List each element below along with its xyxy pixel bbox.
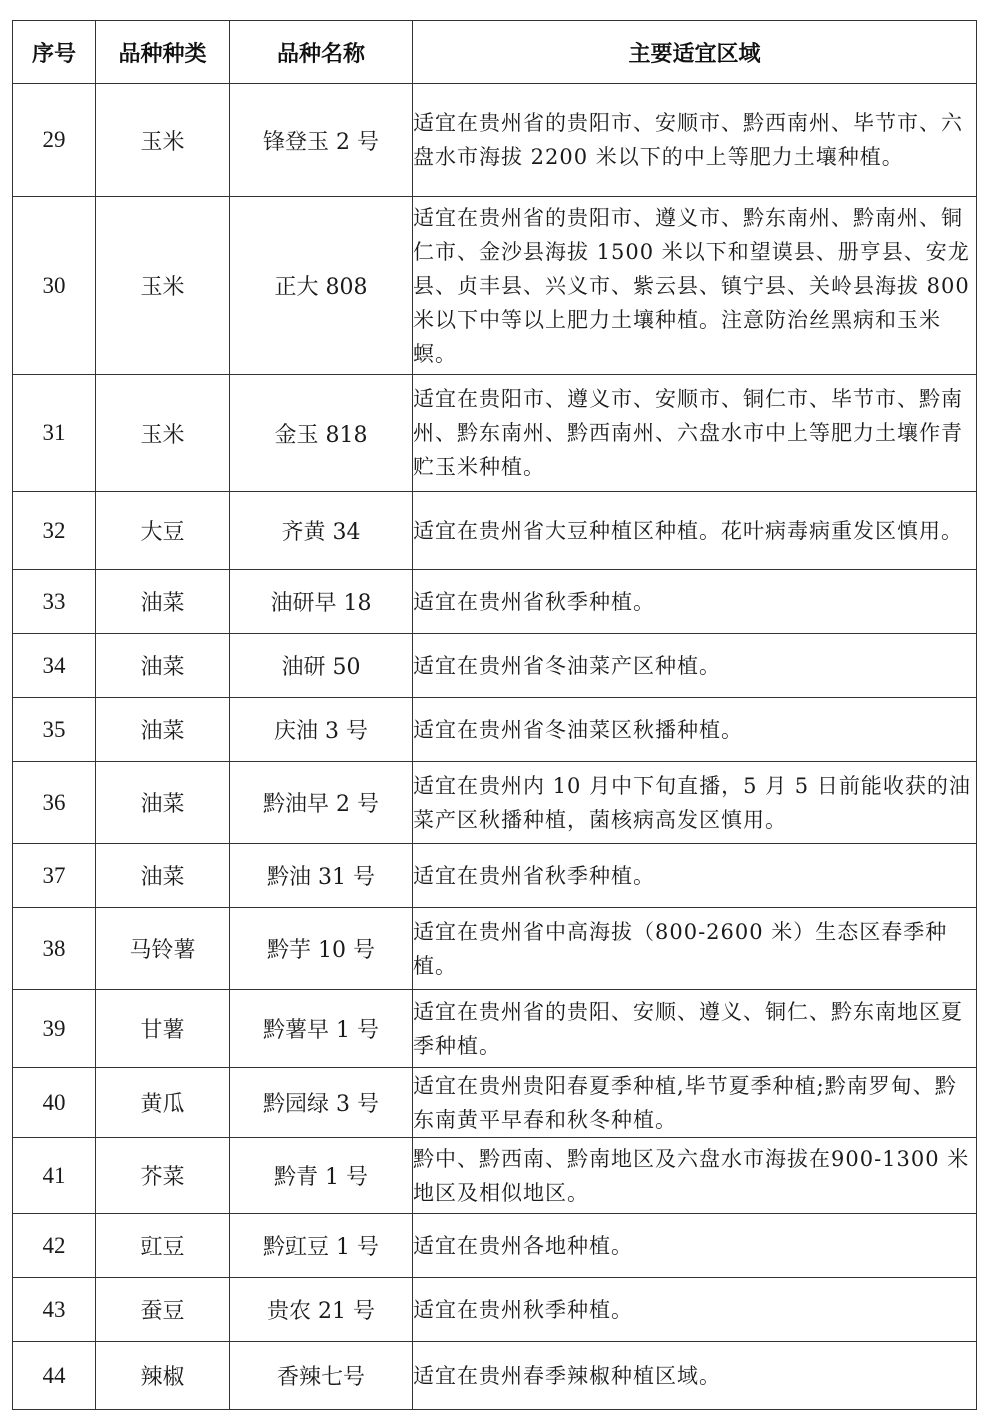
row-region: 适宜在贵州省中高海拔（800-2600 米）生态区春季种植。 xyxy=(413,908,977,990)
row-variety-name: 锋登玉 2 号 xyxy=(230,84,413,197)
row-variety-name: 黔豇豆 1 号 xyxy=(230,1214,413,1278)
row-category: 芥菜 xyxy=(96,1138,230,1214)
row-region: 适宜在贵州省秋季种植。 xyxy=(413,570,977,634)
row-region: 适宜在贵州省的贵阳市、遵义市、黔东南州、黔南州、铜仁市、金沙县海拔 1500 米以下和望谟县、册亨县、安龙县、贞丰县、兴义市、紫云县、镇宁县、关岭县海拔 800 米以下中等以上肥力土壤种植。注意防治丝黑病和玉米螟。 xyxy=(413,197,977,375)
table-row xyxy=(13,990,977,1068)
row-category: 辣椒 xyxy=(96,1342,230,1410)
header-variety-name: 品种名称 xyxy=(230,21,413,84)
row-category: 黄瓜 xyxy=(96,1068,230,1138)
row-variety-name: 香辣七号 xyxy=(230,1342,413,1410)
table-row xyxy=(13,634,977,698)
row-variety-name: 黔园绿 3 号 xyxy=(230,1068,413,1138)
row-number: 41 xyxy=(13,1138,96,1214)
row-number: 37 xyxy=(13,844,96,908)
table-row xyxy=(13,197,977,375)
table-row xyxy=(13,1068,977,1138)
row-category: 油菜 xyxy=(96,634,230,698)
row-region: 适宜在贵州省冬油菜产区种植。 xyxy=(413,634,977,698)
document-page xyxy=(12,20,976,1410)
table-row xyxy=(13,908,977,990)
row-category: 玉米 xyxy=(96,84,230,197)
row-variety-name: 齐黄 34 xyxy=(230,492,413,570)
row-category: 油菜 xyxy=(96,570,230,634)
row-region: 适宜在贵州贵阳春夏季种植,毕节夏季种植;黔南罗甸、黔东南黄平早春和秋冬种植。 xyxy=(413,1068,977,1138)
row-region: 适宜在贵州内 10 月中下旬直播，5 月 5 日前能收获的油菜产区秋播种植，菌核病高发区慎用。 xyxy=(413,762,977,844)
row-variety-name: 黔青 1 号 xyxy=(230,1138,413,1214)
table-row xyxy=(13,570,977,634)
row-region: 适宜在贵州各地种植。 xyxy=(413,1214,977,1278)
row-category: 豇豆 xyxy=(96,1214,230,1278)
row-variety-name: 油研 50 xyxy=(230,634,413,698)
row-category: 蚕豆 xyxy=(96,1278,230,1342)
row-number: 38 xyxy=(13,908,96,990)
table-row xyxy=(13,492,977,570)
row-variety-name: 黔油早 2 号 xyxy=(230,762,413,844)
header-category: 品种种类 xyxy=(96,21,230,84)
row-variety-name: 正大 808 xyxy=(230,197,413,375)
header-row xyxy=(13,21,977,84)
row-region: 适宜在贵州省秋季种植。 xyxy=(413,844,977,908)
table-row xyxy=(13,698,977,762)
row-number: 43 xyxy=(13,1278,96,1342)
row-number: 40 xyxy=(13,1068,96,1138)
row-number: 31 xyxy=(13,375,96,492)
row-region: 适宜在贵州春季辣椒种植区域。 xyxy=(413,1342,977,1410)
table-body xyxy=(13,84,977,1410)
row-category: 油菜 xyxy=(96,762,230,844)
table-row xyxy=(13,1278,977,1342)
row-region: 适宜在贵阳市、遵义市、安顺市、铜仁市、毕节市、黔南州、黔东南州、黔西南州、六盘水市中上等肥力土壤作青贮玉米种植。 xyxy=(413,375,977,492)
table-header xyxy=(13,21,977,84)
row-category: 油菜 xyxy=(96,698,230,762)
table-row xyxy=(13,375,977,492)
row-category: 马铃薯 xyxy=(96,908,230,990)
row-region: 适宜在贵州省的贵阳市、安顺市、黔西南州、毕节市、六盘水市海拔 2200 米以下的中上等肥力土壤种植。 xyxy=(413,84,977,197)
row-variety-name: 金玉 818 xyxy=(230,375,413,492)
header-number: 序号 xyxy=(13,21,96,84)
row-number: 32 xyxy=(13,492,96,570)
row-variety-name: 庆油 3 号 xyxy=(230,698,413,762)
variety-table xyxy=(12,20,977,1410)
row-variety-name: 油研早 18 xyxy=(230,570,413,634)
row-number: 42 xyxy=(13,1214,96,1278)
table-row xyxy=(13,84,977,197)
table-row xyxy=(13,844,977,908)
row-category: 甘薯 xyxy=(96,990,230,1068)
row-variety-name: 黔芋 10 号 xyxy=(230,908,413,990)
row-category: 玉米 xyxy=(96,197,230,375)
row-number: 34 xyxy=(13,634,96,698)
row-variety-name: 贵农 21 号 xyxy=(230,1278,413,1342)
row-number: 33 xyxy=(13,570,96,634)
row-number: 35 xyxy=(13,698,96,762)
row-variety-name: 黔油 31 号 xyxy=(230,844,413,908)
row-region: 黔中、黔西南、黔南地区及六盘水市海拔在900-1300 米地区及相似地区。 xyxy=(413,1138,977,1214)
row-category: 大豆 xyxy=(96,492,230,570)
table-row xyxy=(13,1342,977,1410)
table-row xyxy=(13,762,977,844)
row-region: 适宜在贵州省冬油菜区秋播种植。 xyxy=(413,698,977,762)
row-category: 油菜 xyxy=(96,844,230,908)
row-number: 29 xyxy=(13,84,96,197)
header-region: 主要适宜区域 xyxy=(413,21,977,84)
row-number: 30 xyxy=(13,197,96,375)
row-region: 适宜在贵州省大豆种植区种植。花叶病毒病重发区慎用。 xyxy=(413,492,977,570)
row-number: 36 xyxy=(13,762,96,844)
row-region: 适宜在贵州省的贵阳、安顺、遵义、铜仁、黔东南地区夏季种植。 xyxy=(413,990,977,1068)
table-row xyxy=(13,1138,977,1214)
row-number: 44 xyxy=(13,1342,96,1410)
row-region: 适宜在贵州秋季种植。 xyxy=(413,1278,977,1342)
row-number: 39 xyxy=(13,990,96,1068)
row-variety-name: 黔薯早 1 号 xyxy=(230,990,413,1068)
row-category: 玉米 xyxy=(96,375,230,492)
table-row xyxy=(13,1214,977,1278)
